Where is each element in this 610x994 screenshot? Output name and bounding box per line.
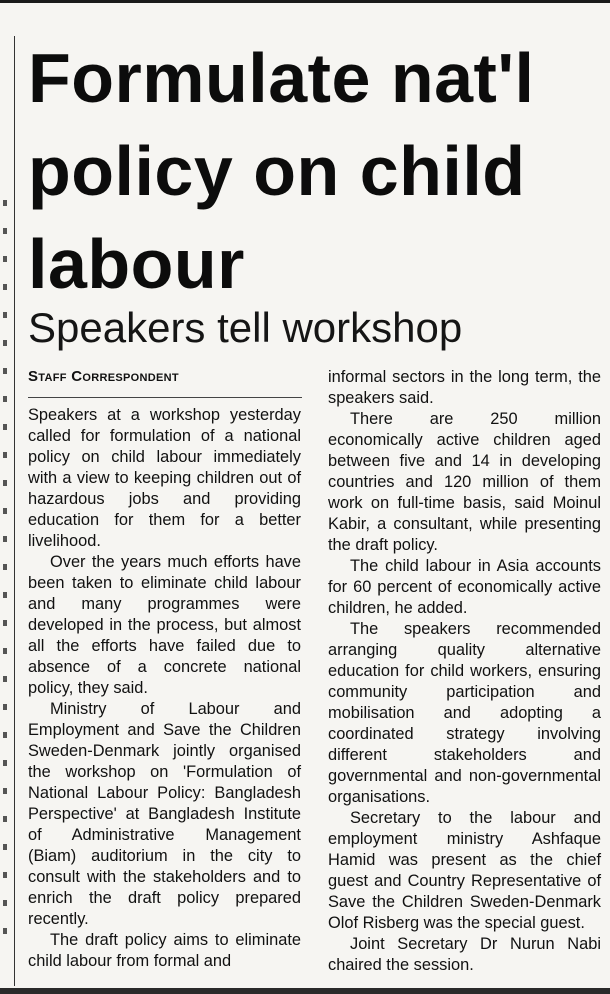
page-bottom-border bbox=[0, 988, 610, 994]
headline: Formulate nat'l policy on child labour bbox=[28, 39, 535, 303]
byline bbox=[28, 368, 300, 385]
paragraph: There are 250 million economically active children aged between five and 14 in developing countries and 120 million of them work on full-time basis, said Moinul Kabir, a consultant, while presenting the draft policy. bbox=[328, 410, 601, 554]
paragraph: The speakers recommended arranging quality alternative education for child workers, ensuring community participation and mobilisation and adopting a coordinated strategy involving different stakeholders and governmental and non-governmental organisations. bbox=[328, 620, 601, 806]
paragraph: Ministry of Labour and Employment and Save the Children Sweden-Denmark jointly organised the workshop on 'Formulation of National Labour Policy: Bangladesh Perspective' at Bangladesh Institute of Administrative Management (Biam) auditorium in the city to consult with the stakeholders and to enrich the draft policy prepared recently. bbox=[28, 700, 301, 928]
body-column-1 bbox=[28, 405, 301, 972]
paragraph: Speakers at a workshop yesterday called for formulation of a national policy on child labour immediately with a view to keeping children out of hazardous jobs and providing education for them for a better livelihood. bbox=[28, 406, 301, 550]
adjacent-column-fragment bbox=[0, 200, 10, 940]
byline-rule bbox=[28, 397, 302, 398]
byline-text: Staff Correspondent bbox=[28, 368, 179, 385]
paragraph: informal sectors in the long term, the speakers said. bbox=[328, 368, 601, 407]
column-divider-rule bbox=[14, 36, 15, 986]
page-top-border bbox=[0, 0, 610, 3]
paragraph: Joint Secretary Dr Nurun Nabi chaired the session. bbox=[328, 935, 601, 974]
paragraph: The child labour in Asia accounts for 60 percent of economically active children, he added. bbox=[328, 557, 601, 617]
subheadline: Speakers tell workshop bbox=[28, 304, 463, 351]
paragraph: Over the years much efforts have been taken to eliminate child labour and many programmes were developed in the process, but almost all the efforts have failed due to absence of a concrete national policy, they said. bbox=[28, 553, 301, 697]
paragraph: The draft policy aims to eliminate child labour from formal and bbox=[28, 931, 301, 970]
paragraph: Secretary to the labour and employment ministry Ashfaque Hamid was present as the chief guest and Country Representative of Save the Children Sweden-Denmark Olof Risberg was the special guest. bbox=[328, 809, 601, 932]
body-column-2 bbox=[328, 367, 601, 976]
